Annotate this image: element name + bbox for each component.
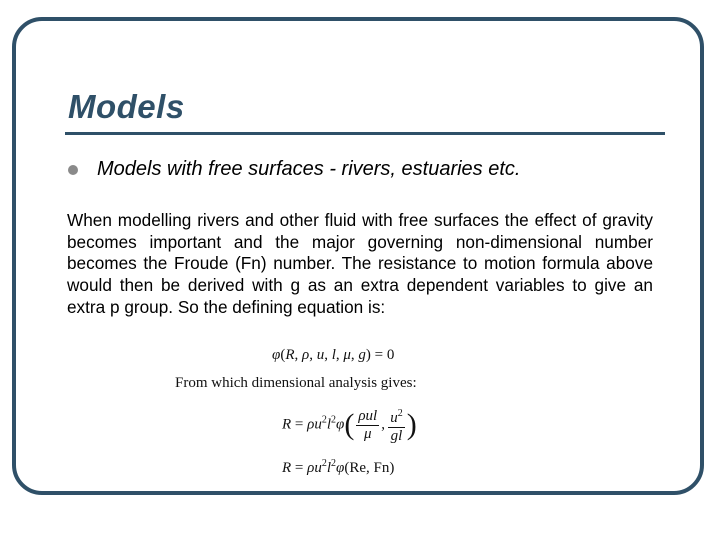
- bullet-text: Models with free surfaces - rivers, estuaries etc.: [97, 158, 521, 180]
- defining-equation: φ(R, ρ, u, l, μ, g) = 0: [272, 347, 395, 363]
- body-paragraph: When modelling rivers and other fluid with free surfaces the effect of gravity becomes important and the major governing non-dimensional number becomes the Froude (Fn) number. The resistance to motion formula above would then be derived with g as an extra dependent variables to give an extra p group. So the defining equation is:: [67, 210, 653, 317]
- title-divider: [65, 132, 665, 135]
- derivation-text: From which dimensional analysis gives:: [175, 375, 417, 391]
- equation-re-fn: $R = \rho u^2l^2\varphi(Re$, Fn): [282, 458, 395, 476]
- equation-pi-groups: $R = \rho u^2l^2\varphi$( $\frac{\text{ρul}}{\mu}$ , $\frac{u^2}{gl}$ ): [282, 405, 417, 445]
- bullet-dot-icon: [68, 165, 78, 175]
- slide-title: Models: [68, 88, 185, 125]
